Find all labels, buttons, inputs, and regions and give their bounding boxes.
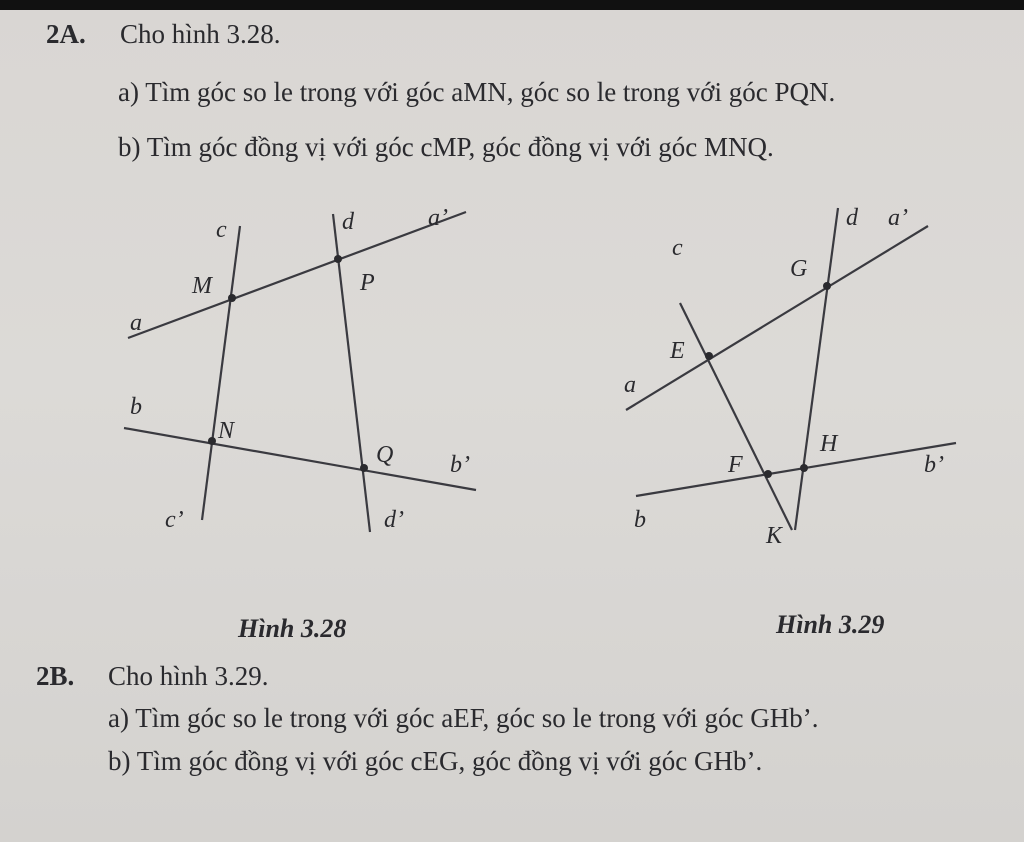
problem-2a-part-b: b) Tìm góc đồng vị với góc cMP, góc đồng vị với góc MNQ.	[118, 132, 774, 162]
label-b: b	[130, 394, 142, 420]
label-c: c	[672, 235, 683, 261]
point-N	[208, 437, 216, 445]
label-c-prime: c’	[165, 507, 184, 533]
label-N: N	[218, 418, 235, 444]
label-c: c	[216, 217, 227, 243]
label-F: F	[728, 452, 743, 478]
point-H	[800, 464, 808, 472]
label-E: E	[670, 338, 685, 364]
problem-2a-part-a: a) Tìm góc so le trong với góc aMN, góc so le trong với góc PQN.	[118, 77, 836, 107]
point-G	[823, 282, 831, 290]
point-Q	[360, 464, 368, 472]
label-d: d	[846, 205, 858, 231]
label-Q: Q	[376, 442, 394, 468]
figure-3-29-points	[705, 282, 831, 478]
label-K: K	[766, 523, 783, 549]
figure-3-28	[124, 212, 476, 532]
problem-2b-number: 2B.	[36, 661, 75, 691]
point-M	[228, 294, 236, 302]
label-M: M	[192, 273, 212, 299]
label-d-prime: d’	[384, 507, 404, 533]
point-F	[764, 470, 772, 478]
problem-2b-intro: Cho hình 3.29.	[108, 661, 269, 691]
label-a-prime: a’	[888, 205, 908, 231]
line-b	[124, 428, 476, 490]
label-b-prime: b’	[924, 452, 944, 478]
label-G: G	[790, 256, 808, 282]
line-c	[680, 303, 792, 530]
line-a	[128, 212, 466, 338]
problem-2b-part-a: a) Tìm góc so le trong với góc aEF, góc so le trong với góc GHb’.	[108, 703, 819, 733]
label-a: a	[624, 372, 636, 398]
label-d: d	[342, 209, 354, 235]
point-E	[705, 352, 713, 360]
line-c	[202, 226, 240, 520]
label-b: b	[634, 507, 646, 533]
line-b	[636, 443, 956, 496]
figure-3-28-caption: Hình 3.28	[238, 614, 347, 643]
figure-3-29-caption: Hình 3.29	[776, 610, 885, 639]
label-P: P	[360, 270, 375, 296]
point-P	[334, 255, 342, 263]
problem-2b-part-b: b) Tìm góc đồng vị với góc cEG, góc đồng vị với góc GHb’.	[108, 746, 763, 776]
problem-2a-intro: Cho hình 3.28.	[120, 19, 281, 49]
label-H: H	[820, 431, 838, 457]
label-b-prime: b’	[450, 452, 470, 478]
problem-2a-number: 2A.	[46, 19, 86, 49]
label-a-prime: a’	[428, 205, 448, 231]
label-a: a	[130, 310, 142, 336]
